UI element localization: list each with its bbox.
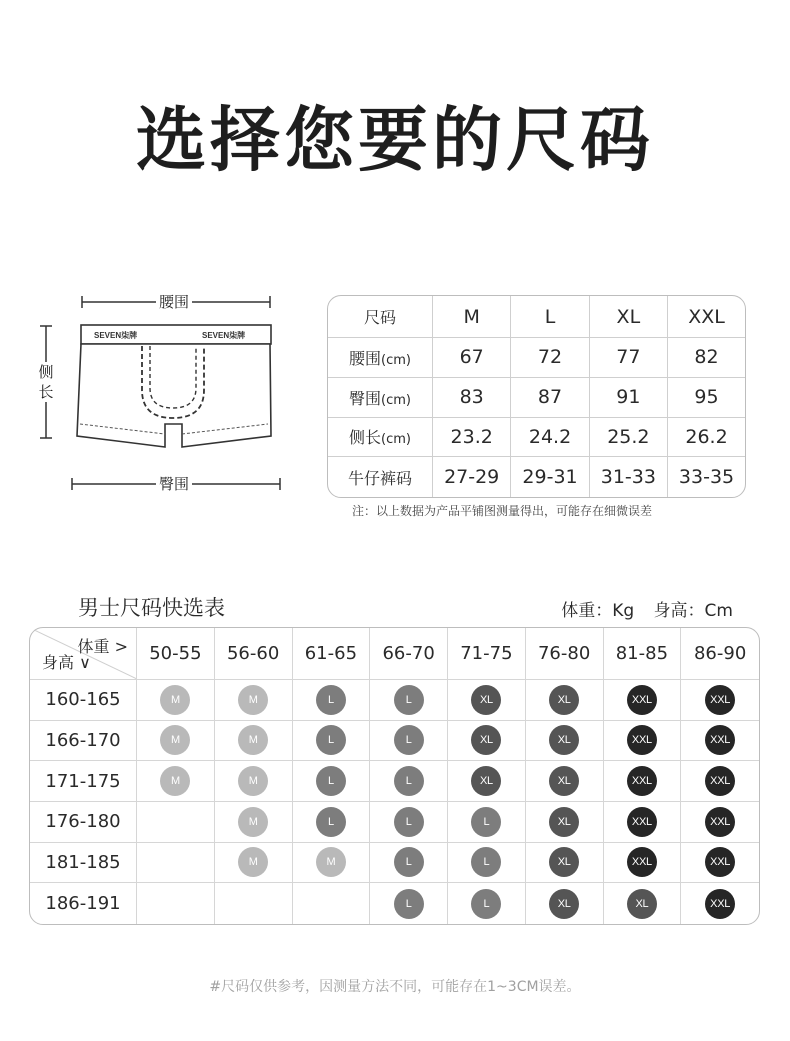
size-badge-xl: XL bbox=[471, 685, 501, 715]
measurement-value: 27-29 bbox=[433, 457, 511, 497]
measurement-unit: (cm) bbox=[381, 352, 411, 368]
measurement-value: 26.2 bbox=[668, 418, 745, 458]
weight-header-row bbox=[30, 628, 759, 680]
size-badge-xl: XL bbox=[549, 847, 579, 877]
size-badge-xl: XL bbox=[549, 685, 579, 715]
hip-label: 臀围 bbox=[156, 475, 192, 493]
size-badge-xxl: XXL bbox=[705, 847, 735, 877]
size-badge-l: L bbox=[471, 847, 501, 877]
size-cell bbox=[526, 883, 604, 924]
weight-range-header: 71-75 bbox=[448, 628, 526, 680]
size-cell bbox=[604, 802, 682, 843]
size-badge-l: L bbox=[394, 889, 424, 919]
measurement-value: 91 bbox=[590, 378, 668, 418]
size-cell bbox=[137, 802, 215, 843]
size-cell bbox=[681, 883, 759, 924]
measurement-value: 67 bbox=[433, 338, 511, 378]
size-badge-m: M bbox=[238, 807, 268, 837]
measurement-name: 腰围 bbox=[349, 348, 382, 368]
weight-range-header: 76-80 bbox=[526, 628, 604, 680]
waistband-brand-logo-right: SEVEN柒牌 bbox=[202, 331, 246, 340]
measurement-label bbox=[328, 338, 433, 378]
size-cell bbox=[293, 883, 371, 924]
size-cell bbox=[293, 721, 371, 762]
measurement-value: 31-33 bbox=[590, 457, 668, 497]
height-range-label: 171-175 bbox=[30, 761, 137, 802]
size-cell bbox=[448, 802, 526, 843]
size-cell bbox=[604, 761, 682, 802]
size-badge-xxl: XXL bbox=[627, 685, 657, 715]
size-badge-m: M bbox=[238, 766, 268, 796]
size-cell bbox=[215, 680, 293, 721]
size-cell bbox=[215, 721, 293, 762]
size-badge-xl: XL bbox=[549, 725, 579, 755]
size-measurement-table bbox=[327, 295, 746, 498]
height-unit: 身高：Cm bbox=[653, 601, 733, 621]
boxer-briefs-illustration bbox=[30, 290, 300, 500]
size-cell bbox=[370, 761, 448, 802]
size-header-cell: 尺码 bbox=[328, 296, 433, 338]
height-range-label: 181-185 bbox=[30, 843, 137, 884]
size-badge-xl: XL bbox=[471, 766, 501, 796]
unit-legend bbox=[547, 596, 733, 621]
size-badge-l: L bbox=[394, 807, 424, 837]
size-cell bbox=[215, 843, 293, 884]
measurement-value: 23.2 bbox=[433, 418, 511, 458]
measurement-note: 注：以上数据为产品平铺图测量得出，可能存在细微误差 bbox=[352, 504, 653, 518]
size-cell bbox=[526, 761, 604, 802]
size-cell bbox=[526, 843, 604, 884]
measurement-value: 24.2 bbox=[511, 418, 589, 458]
size-badge-xl: XL bbox=[627, 889, 657, 919]
size-cell bbox=[681, 843, 759, 884]
side-length-label-1: 侧 bbox=[38, 363, 54, 381]
size-cell bbox=[681, 802, 759, 843]
size-cell bbox=[137, 721, 215, 762]
size-cell bbox=[526, 680, 604, 721]
size-badge-l: L bbox=[471, 889, 501, 919]
footer-note: #尺码仅供参考，因测量方法不同，可能存在1~3CM误差。 bbox=[209, 979, 581, 995]
size-badge-xl: XL bbox=[471, 725, 501, 755]
quick-table-title: 男士尺码快选表 bbox=[78, 596, 225, 620]
measurement-value: 95 bbox=[668, 378, 745, 418]
size-cell bbox=[215, 883, 293, 924]
size-badge-m: M bbox=[160, 725, 190, 755]
measurement-value: 83 bbox=[433, 378, 511, 418]
size-badge-l: L bbox=[316, 766, 346, 796]
size-cell bbox=[448, 761, 526, 802]
size-badge-xl: XL bbox=[549, 766, 579, 796]
size-cell bbox=[681, 761, 759, 802]
measurement-unit: (cm) bbox=[381, 392, 411, 408]
size-table-header-row bbox=[328, 296, 745, 338]
size-column-header: XL bbox=[590, 296, 668, 338]
size-badge-m: M bbox=[238, 847, 268, 877]
size-badge-xxl: XXL bbox=[627, 807, 657, 837]
measurement-label bbox=[328, 457, 433, 497]
measurement-value: 33-35 bbox=[678, 466, 735, 489]
size-cell bbox=[448, 680, 526, 721]
measurement-unit: (cm) bbox=[381, 432, 411, 448]
height-row bbox=[30, 761, 759, 802]
size-column-header: XXL bbox=[668, 296, 745, 338]
measurement-value: 25.2 bbox=[590, 418, 668, 458]
size-badge-l: L bbox=[394, 685, 424, 715]
size-badge-m: M bbox=[160, 685, 190, 715]
size-cell bbox=[526, 802, 604, 843]
size-cell bbox=[137, 680, 215, 721]
measurement-value: 87 bbox=[511, 378, 589, 418]
measurement-name: 侧长 bbox=[349, 428, 382, 448]
weight-range-header: 86-90 bbox=[681, 628, 759, 680]
size-badge-xxl: XXL bbox=[705, 766, 735, 796]
measurement-value: 29-31 bbox=[511, 457, 589, 497]
size-cell bbox=[370, 721, 448, 762]
size-cell bbox=[137, 883, 215, 924]
waistband-brand-logo-left: SEVEN柒牌 bbox=[94, 331, 138, 340]
measurement-name: 臀围 bbox=[349, 388, 382, 408]
size-cell bbox=[526, 721, 604, 762]
side-length-label-2: 长 bbox=[38, 383, 54, 401]
size-badge-xl: XL bbox=[549, 889, 579, 919]
size-badge-m: M bbox=[316, 847, 346, 877]
weight-range-header: 56-60 bbox=[215, 628, 293, 680]
size-cell bbox=[215, 761, 293, 802]
size-cell bbox=[293, 843, 371, 884]
height-row bbox=[30, 680, 759, 721]
height-row bbox=[30, 883, 759, 924]
height-range-label: 160-165 bbox=[30, 680, 137, 721]
measurement-value: 82 bbox=[668, 338, 745, 378]
waist-label: 腰围 bbox=[156, 293, 192, 311]
size-badge-xl: XL bbox=[549, 807, 579, 837]
size-badge-l: L bbox=[316, 685, 346, 715]
height-range-label: 186-191 bbox=[30, 883, 137, 924]
size-cell bbox=[604, 721, 682, 762]
size-cell bbox=[681, 721, 759, 762]
size-cell bbox=[215, 802, 293, 843]
size-badge-xxl: XXL bbox=[627, 847, 657, 877]
size-cell bbox=[137, 761, 215, 802]
size-badge-xxl: XXL bbox=[705, 685, 735, 715]
size-cell bbox=[293, 802, 371, 843]
weight-axis-label: 体重 > bbox=[77, 637, 128, 656]
measurement-label bbox=[328, 378, 433, 418]
size-badge-l: L bbox=[394, 725, 424, 755]
size-cell bbox=[370, 843, 448, 884]
size-cell bbox=[370, 802, 448, 843]
size-badge-l: L bbox=[394, 847, 424, 877]
page-title: 选择您要的尺码 bbox=[136, 99, 654, 181]
size-table-row bbox=[328, 418, 745, 458]
height-range-label: 166-170 bbox=[30, 721, 137, 762]
size-quick-selection-table bbox=[29, 627, 760, 925]
measurement-value: 72 bbox=[511, 338, 589, 378]
size-table-row bbox=[328, 338, 745, 378]
corner-header-cell bbox=[30, 628, 137, 680]
measurement-label bbox=[328, 418, 433, 458]
size-cell bbox=[448, 883, 526, 924]
size-badge-xxl: XXL bbox=[627, 725, 657, 755]
size-column-header: L bbox=[511, 296, 589, 338]
size-badge-l: L bbox=[471, 807, 501, 837]
weight-unit: 体重：Kg bbox=[561, 601, 635, 621]
size-badge-m: M bbox=[238, 685, 268, 715]
size-badge-m: M bbox=[160, 766, 190, 796]
weight-range-header: 50-55 bbox=[137, 628, 215, 680]
size-cell bbox=[293, 680, 371, 721]
size-badge-l: L bbox=[316, 725, 346, 755]
height-row bbox=[30, 802, 759, 843]
garment-diagram bbox=[30, 290, 300, 500]
size-badge-l: L bbox=[316, 807, 346, 837]
size-cell bbox=[604, 883, 682, 924]
measurement-name: 牛仔裤码 bbox=[347, 468, 412, 488]
weight-range-header: 66-70 bbox=[370, 628, 448, 680]
weight-range-header: 81-85 bbox=[604, 628, 682, 680]
size-cell bbox=[370, 883, 448, 924]
height-range-label: 176-180 bbox=[30, 802, 137, 843]
size-badge-xxl: XXL bbox=[705, 889, 735, 919]
size-table-row bbox=[328, 457, 745, 497]
size-cell bbox=[681, 680, 759, 721]
size-table-row bbox=[328, 378, 745, 418]
size-badge-xxl: XXL bbox=[627, 766, 657, 796]
size-cell bbox=[448, 721, 526, 762]
size-column-header: M bbox=[433, 296, 511, 338]
size-badge-l: L bbox=[394, 766, 424, 796]
height-axis-label: 身高 ∨ bbox=[42, 652, 91, 672]
height-row bbox=[30, 721, 759, 762]
measurement-value: 77 bbox=[590, 338, 668, 378]
size-cell bbox=[137, 843, 215, 884]
size-badge-xxl: XXL bbox=[705, 725, 735, 755]
size-cell bbox=[370, 680, 448, 721]
height-row bbox=[30, 843, 759, 884]
size-cell bbox=[293, 761, 371, 802]
size-cell bbox=[604, 843, 682, 884]
weight-range-header: 61-65 bbox=[293, 628, 371, 680]
size-badge-xxl: XXL bbox=[705, 807, 735, 837]
size-badge-m: M bbox=[238, 725, 268, 755]
size-cell bbox=[448, 843, 526, 884]
size-cell bbox=[604, 680, 682, 721]
